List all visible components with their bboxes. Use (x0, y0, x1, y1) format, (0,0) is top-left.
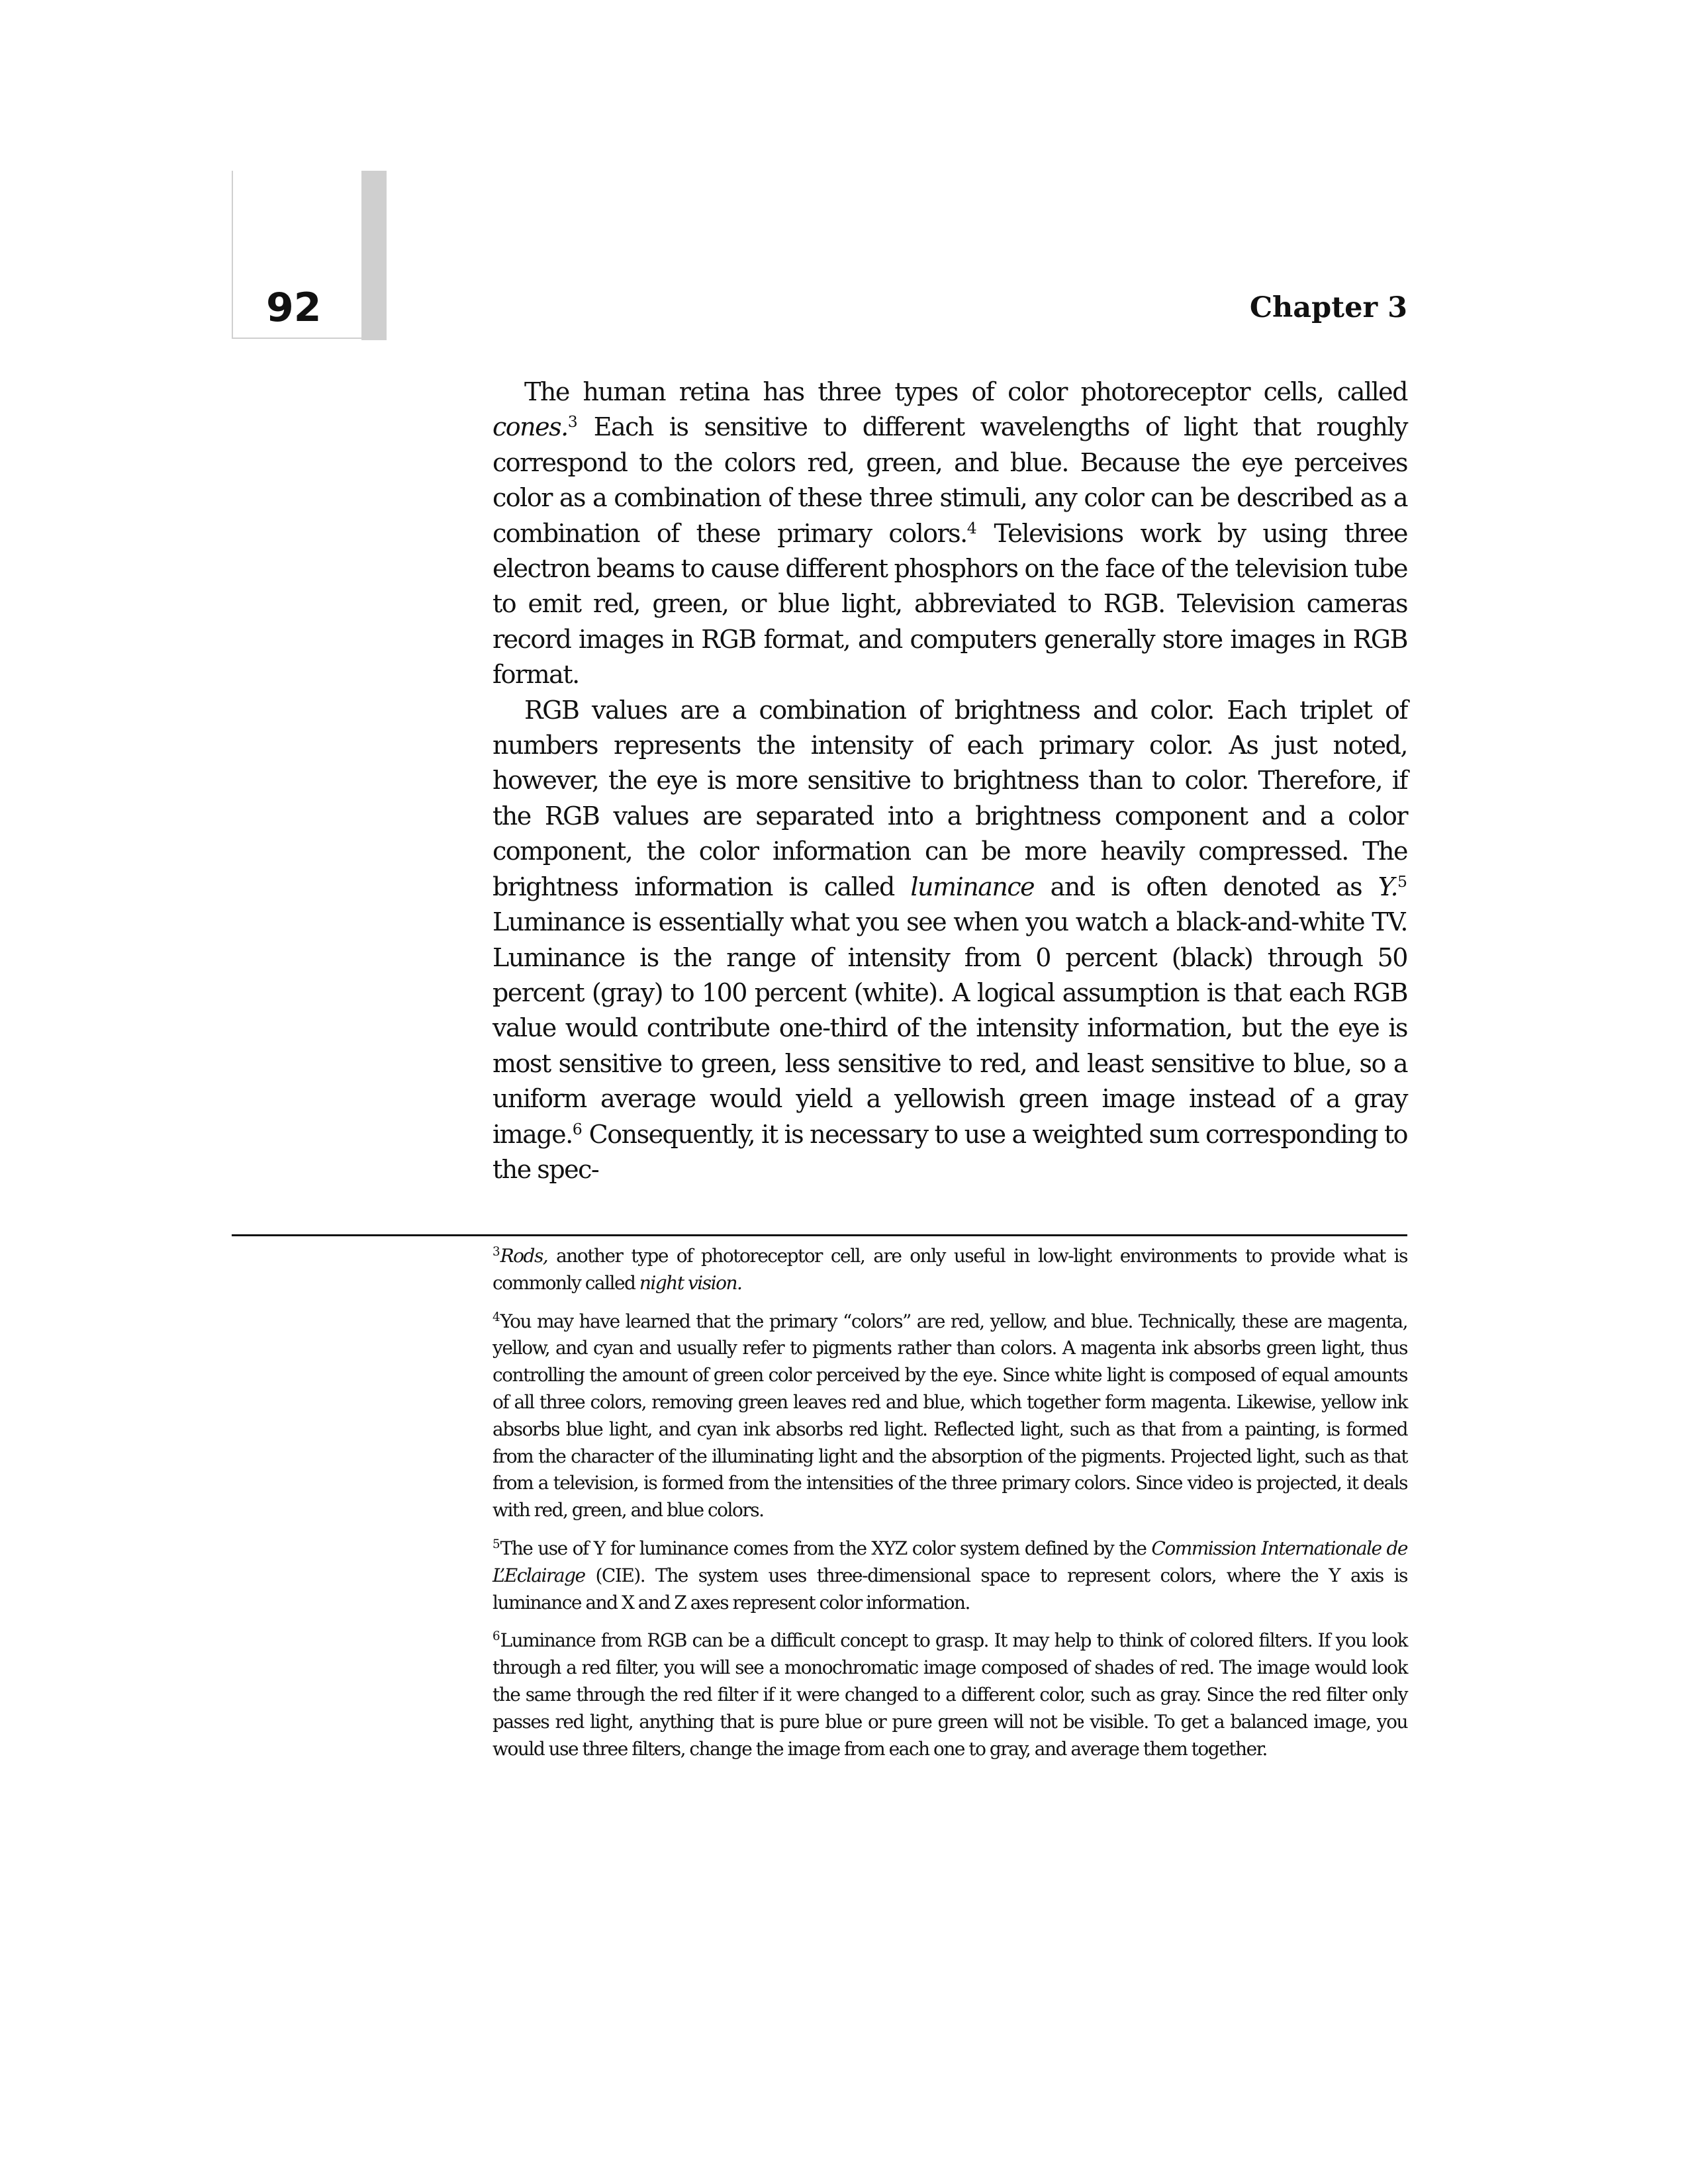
term-luminance: luminance (910, 872, 1035, 901)
footnote-ref-3: 3 (567, 412, 578, 432)
footnote-number: 6 (492, 1629, 500, 1644)
footnote-number: 4 (492, 1310, 500, 1324)
footnote-rule (232, 1234, 1407, 1236)
paragraph-1: The human retina has three types of color photoreceptor cells, called cones.$^3$ Each is sensitive to different wavelengths of light that roughly correspond to the colors red, green, and blue. Because the eye perceives color as a combination of these three stimuli, any color can be described as a combination of these primary colors.$^4$ Televisions work by using three electron beams to cause different phosphors on the face of the television tube to emit red, green, or blue light, abbreviated to RGB. Television cameras record images in RGB format, and computers generally store images in RGB format. (492, 377, 1407, 690)
running-head: Chapter 3 (1249, 291, 1407, 324)
footnote-4: $^4$You may have learned that the primary “colors” are red, yellow, and blue. Technically, these are magenta, yellow, and cyan and usually refer to pigments rather than colors. A magenta ink absorbs green light, thus controlling the amount of green color perceived by the eye. Since white light is composed of equal amounts of all three colors, removing green leaves red and blue, which together form magenta. Likewise, yellow ink absorbs blue light, and cyan ink absorbs red light. Reflected light, such as that from a painting, is formed from the character of the illuminating light and the absorption of the pigments. Projected light, such as that from a television, is formed from the intensities of the three primary colors. Since video is projected, it deals with red, green, and blue colors. (492, 1310, 1407, 1522)
footnote-number: 3 (492, 1245, 500, 1259)
term-cones: cones. (492, 412, 568, 442)
footnote-ref-5: 5 (1397, 872, 1408, 891)
footnote-ref-6: 6 (572, 1119, 583, 1138)
term-y: Y. (1378, 872, 1398, 901)
paragraph-2: RGB values are a combination of brightness and color. Each triplet of numbers represents the intensity of each primary color. As just noted, however, the eye is more sensitive to brightness than to color. Therefore, if the RGB values are separated into a brightness component and a color component, the color information can be more heavily compressed. The brightness information is called luminance and is often denoted as Y.$^5$ Luminance is essentially what you see when you watch a black-and-white TV. Luminance is the range of intensity from 0 percent (black) through 50 percent (gray) to 100 percent (white). A logical assumption is that each RGB value would contribute one-third of the intensity information, but the eye is most sensitive to green, less sensitive to red, and least sensitive to blue, so a uniform average would yield a yellowish green image instead of a gray image.$^6$ Consequently, it is necessary to use a weighted sum corresponding to the spec- (492, 695, 1408, 1184)
footnotes (492, 1243, 1407, 1774)
footnote-3: $^3$Rods, another type of photoreceptor cell, are only useful in low-light environments to provide what is commonly called night vision. (492, 1245, 1407, 1294)
page-number: 92 (266, 285, 322, 331)
footnote-5: $^5$The use of Y for luminance comes from the XYZ color system defined by the Commission Internationale de L’Eclairage (CIE). The system uses three-dimensional space to represent colors, where the Y axis is luminance and X and Z axes represent color information. (492, 1537, 1407, 1614)
footnote-number: 5 (492, 1537, 500, 1551)
page-tab-bar (361, 171, 387, 340)
footnote-ref-4: 4 (966, 518, 977, 537)
body-text (492, 375, 1407, 1187)
footnote-6: $^6$Luminance from RGB can be a difficult concept to grasp. It may help to think of colored filters. If you look through a red filter, you will see a monochromatic image composed of shades of red. The image would look the same through the red filter if it were changed to a different color, such as gray. Since the red filter only passes red light, anything that is pure blue or pure green will not be visible. To get a balanced image, you would use three filters, change the image from each one to gray, and average them together. (492, 1629, 1407, 1760)
